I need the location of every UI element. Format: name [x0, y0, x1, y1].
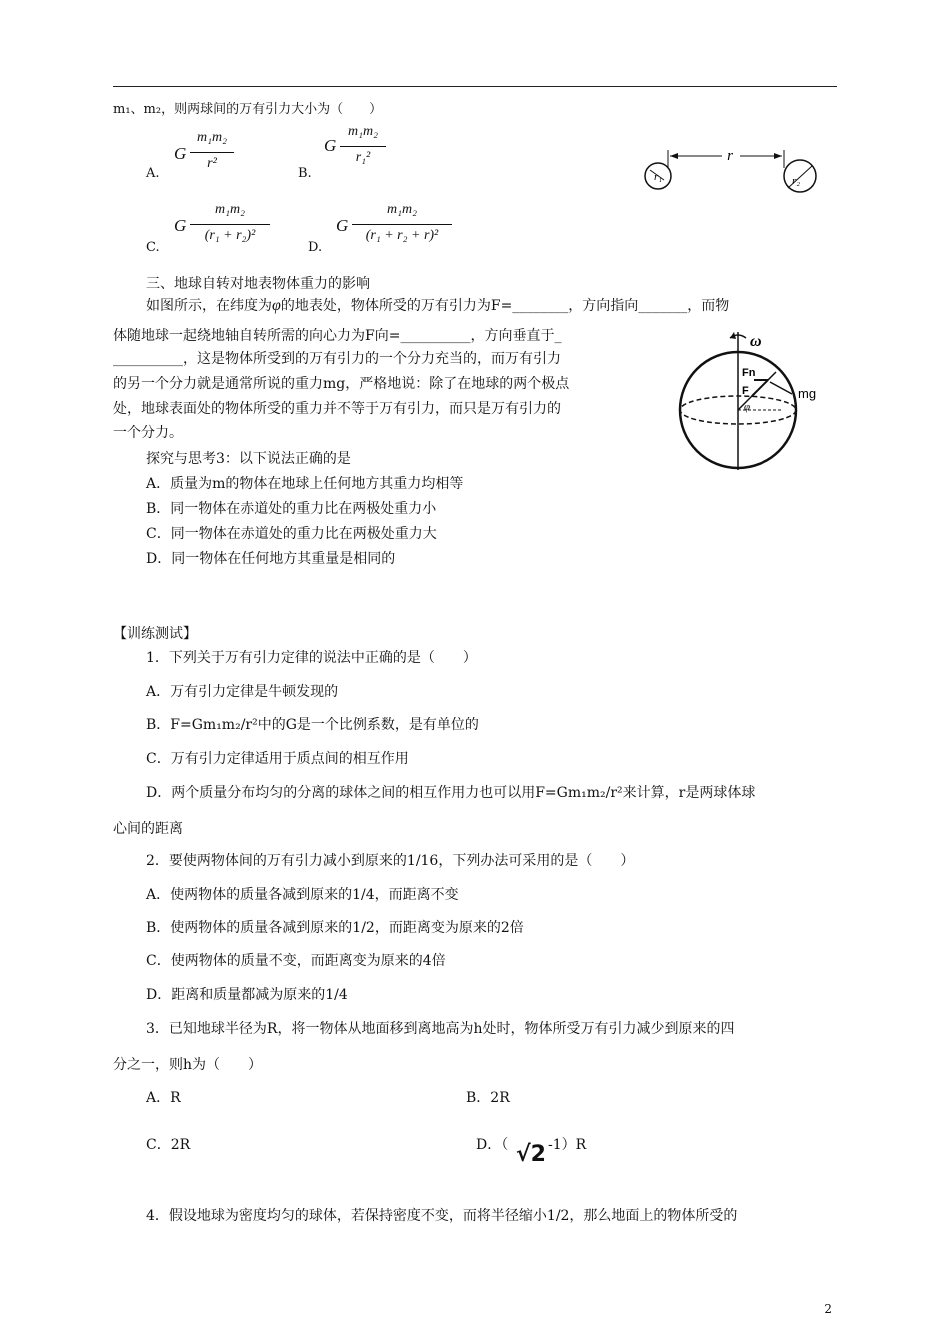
option-b-formula — [324, 124, 394, 180]
option-b-label: B. — [298, 166, 312, 181]
question-3-option-a: A．R — [146, 1090, 181, 1106]
question-1-option-d-cont: 心间的距离 — [113, 821, 183, 837]
question-1-option-b: B．F=Gm₁m₂/r²中的G是一个比例系数，是有单位的 — [146, 717, 479, 733]
omega-label: ω — [750, 333, 762, 350]
force-f-arrow — [752, 380, 768, 396]
fraction-bar — [340, 146, 386, 147]
fraction-bar — [190, 152, 234, 153]
mg-label: mg — [798, 386, 817, 401]
section-3-paragraph-line-3: __________，这是物体所受到的万有引力的一个分力充当的，而万有引力 — [113, 351, 561, 367]
section-3-paragraph-line-2: 体随地球一起绕地轴自转所需的向心力为F向=__________，方向垂直于_ — [113, 328, 562, 344]
section-3-paragraph-line-5: 处，地球表面处的物体所受的重力并不等于万有引力，而只是万有引力的 — [113, 401, 561, 417]
phi-symbol: φ — [272, 297, 281, 314]
section-3-paragraph-line-6: 一个分力。 — [113, 425, 183, 441]
numerator: m₁m₂ — [387, 202, 417, 217]
option-a-formula — [174, 130, 244, 180]
option-c-formula — [174, 202, 274, 252]
option-d-formula — [336, 202, 456, 252]
arrow-right-head — [774, 153, 782, 159]
gravity-constant: G — [174, 216, 187, 235]
option-d-label: D. — [308, 240, 323, 255]
gravity-constant: G — [324, 136, 337, 155]
question-4: 4．假设地球为密度均匀的球体，若保持密度不变，而将半径缩小1/2，那么地面上的物体所受的 — [146, 1208, 738, 1224]
text-fragment: 的地表处，物体所受的万有引力为F=________，方向指向_______，而物 — [280, 298, 730, 314]
page-number: 2 — [824, 1302, 832, 1316]
gravity-constant: G — [174, 144, 187, 163]
fraction-bar — [352, 224, 452, 225]
denominator: (r₁ + r₂ + r)² — [365, 228, 439, 243]
question-2-option-b: B．使两物体的质量各减到原来的1/2，而距离变为原来的2倍 — [146, 920, 524, 936]
gravity-constant: G — [336, 216, 349, 235]
arrow-left-head — [670, 153, 678, 159]
radius-1-label: r₁ — [654, 171, 663, 183]
numerator: m₁m₂ — [197, 130, 227, 145]
fraction-bar — [190, 224, 270, 225]
question-3-option-d-tail: -1）R — [548, 1137, 587, 1153]
think-question: 探究与思考3：以下说法正确的是 — [146, 451, 351, 467]
question-1: 1．下列关于万有引力定律的说法中正确的是（ ） — [146, 650, 477, 666]
denominator: (r₁ + r₂)² — [204, 228, 256, 243]
question-3-option-c: C．2R — [146, 1137, 191, 1153]
training-title: 【训练测试】 — [113, 626, 197, 642]
question-2-option-a: A．使两物体的质量各减到原来的1/4，而距离不变 — [146, 887, 459, 903]
question-1-option-a: A．万有引力定律是牛顿发现的 — [146, 684, 339, 700]
think-option-c: C．同一物体在赤道处的重力比在两极处重力大 — [146, 526, 437, 542]
section-3-title: 三、地球自转对地表物体重力的影响 — [146, 276, 370, 292]
question-stem: m₁、m₂，则两球间的万有引力大小为（ ） — [113, 102, 383, 117]
header-rule — [113, 86, 837, 87]
text-fragment: 如图所示，在纬度为 — [146, 298, 272, 314]
option-c-label: C. — [146, 240, 160, 255]
distance-label: r — [727, 148, 733, 164]
question-1-option-c: C．万有引力定律适用于质点间的相互作用 — [146, 751, 409, 767]
fn-label: Fn — [742, 367, 756, 379]
two-spheres-diagram — [640, 140, 822, 198]
question-2-option-c: C．使两物体的质量不变，而距离变为原来的4倍 — [146, 953, 446, 969]
question-2-option-d: D．距离和质量都减为原来的1/4 — [146, 987, 348, 1003]
denominator: r₁² — [355, 150, 371, 165]
section-3-paragraph-line-4: 的另一个分力就是通常所说的重力mg，严格地说：除了在地球的两个极点 — [113, 376, 570, 392]
question-3-line-1: 3．已知地球半径为R，将一物体从地面移到离地高为h处时，物体所受万有引力减少到原来的四 — [146, 1021, 735, 1037]
denominator: r² — [207, 156, 217, 171]
earth-rotation-diagram — [672, 324, 832, 474]
option-a-label: A. — [146, 166, 160, 181]
text-fragment: D．（ — [476, 1137, 509, 1153]
question-3-option-d — [476, 1136, 508, 1154]
question-1-option-d: D．两个质量分布均匀的分离的球体之间的相互作用力也可以用F=Gm₁m₂/r²来计算，r是两球体球 — [146, 785, 756, 801]
phi-label: φ — [744, 401, 751, 413]
think-option-d: D．同一物体在任何地方其重量是相同的 — [146, 551, 396, 567]
sqrt-two: √2 — [516, 1142, 546, 1167]
question-3-option-b: B．2R — [466, 1090, 510, 1106]
think-option-a: A．质量为m的物体在地球上任何地方其重力均相等 — [146, 476, 464, 492]
numerator: m₁m₂ — [348, 124, 378, 139]
numerator: m₁m₂ — [215, 202, 245, 217]
question-3-line-2: 分之一，则h为（ ） — [113, 1057, 263, 1073]
think-option-b: B．同一物体在赤道处的重力比在两极处重力小 — [146, 501, 437, 517]
f-label: F — [742, 385, 749, 397]
radius-2-label: r₂ — [792, 175, 801, 187]
question-2: 2．要使两物体间的万有引力减小到原来的1/16，下列办法可采用的是（ ） — [146, 853, 635, 869]
section-3-paragraph-line-1 — [146, 297, 729, 315]
